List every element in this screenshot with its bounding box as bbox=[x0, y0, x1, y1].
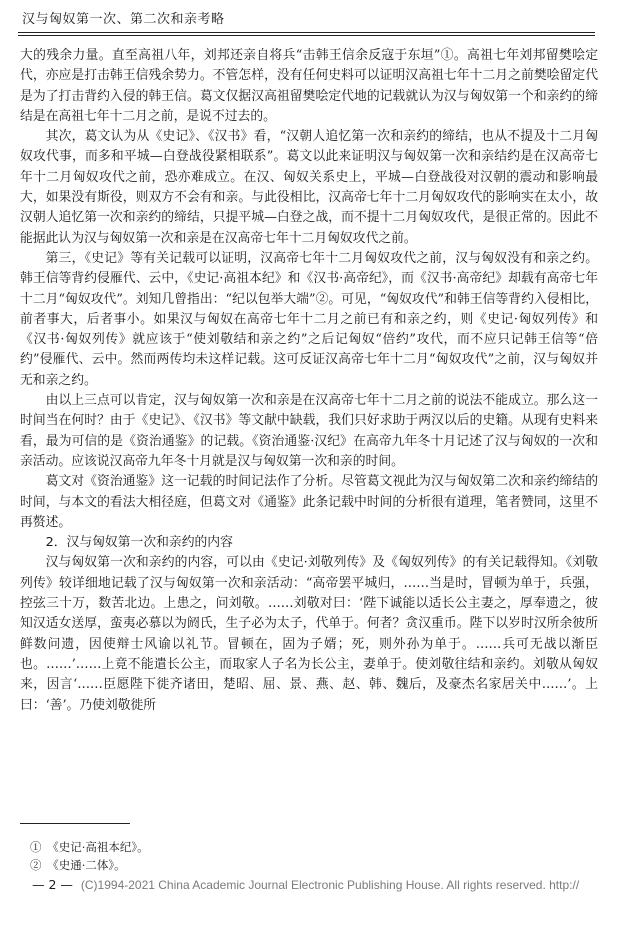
body-paragraph-3: 第三，《史记》等有关记载可以证明，汉高帝七年十二月匈奴攻代之前，汉与匈奴没有和亲之约。韩王信等背约侵雁代、云中，《史记·高祖本纪》和《汉书·高帝纪》，而《汉书·高帝纪》却载有高帝七年十二月“匈奴攻代”。刘知几曾指出：“纪以包举大端”②。可见，“匈奴攻代”和韩王信等背约入侵相比，前者事大，后者事小。如果汉与匈奴在高帝七年十二月之前已有和亲之约，则《史记·匈奴列传》和《汉书·匈奴列传》就应该于“使刘敬结和亲之约”之后记匈奴“倍约”攻代，而不应只记韩王信等“倍约”侵雁代、云中。然而两传均未这样记载。这可反证汉高帝七年十二月“匈奴攻代”之前，汉与匈奴并无和亲之约。 bbox=[20, 250, 598, 388]
footnote-2: ② 《史通·二体》。 bbox=[30, 858, 126, 872]
footnote-divider bbox=[20, 823, 130, 824]
page-number: — 2 — bbox=[32, 877, 73, 892]
body-paragraph-1: 大的残余力量。直至高祖八年，刘邦还亲自将兵“击韩王信余反寇于东垣”①。高祖七年刘邦留樊哙定代，亦应是打击韩王信残余势力。不管怎样，没有任何史料可以证明汉高祖七年十二月之前樊哙留定代是为了打击背约入侵的韩王信。葛文仅据汉高祖留樊哙定代地的记载就认为汉与匈奴第一个和亲约的缔结是在高祖七年十二月之前，是说不过去的。 bbox=[20, 48, 598, 124]
footnote-1: ① 《史记·高祖本纪》。 bbox=[30, 840, 149, 854]
copyright-watermark: (C)1994-2021 China Academic Journal Electronic Publishing House. All rights reserved. http:// bbox=[80, 878, 580, 892]
header-rule-thick bbox=[18, 32, 595, 33]
section-heading: 2．汉与匈奴第一次和亲约的内容 bbox=[45, 535, 233, 551]
article-body bbox=[20, 46, 598, 716]
body-paragraph-2: 其次，葛文认为从《史记》、《汉书》看，“汉朝人追忆第一次和亲约的缔结，也从不提及十二月匈奴攻代事，而多和平城—白登战役紧相联系”。葛文以此来证明汉与匈奴第一次和亲结约是在汉高帝七年十二月匈奴攻代之前，恐亦难成立。在汉、匈奴关系史上，平城—白登战役对汉朝的震动和影响最大，如果没有斯役，则双方不会有和亲。与此役相比，汉高帝七年十二月匈奴攻代的影响实在太小，故汉朝人追忆第一次和亲约的缔结，只提平城—白登之战，而不提十二月匈奴攻代，是很正常的。因此不能据此认为汉与匈奴第一次和亲是在汉高帝七年十二月匈奴攻代之前。 bbox=[20, 129, 598, 246]
footnotes bbox=[30, 838, 149, 874]
body-paragraph-6: 汉与匈奴第一次和亲约的内容，可以由《史记·刘敬列传》及《匈奴列传》的有关记载得知。《刘敬列传》较详细地记载了汉与匈奴第一次和亲活动：“高帝罢平城归，……当是时，冒顿为单于，兵强，控弦三十万，数苦北边。上患之，问刘敬。……刘敬对曰：‘陛下诚能以适长公主妻之，厚奉遗之，彼知汉适女送厚，蛮夷必慕以为阏氏，生子必为太子，代单于。何者？贪汉重币。陛下以岁时汉所余彼所鲜数问遗，因使辩士风谕以礼节。冒顿在，固为子婿；死，则外孙为单于。……兵可无战以渐臣也。……’……上竟不能遣长公主，而取家人子名为长公主，妻单于。使刘敬往结和亲约。刘敬从匈奴来，因言‘……臣愿陛下徙齐诸田，楚昭、屈、景、燕、赵、韩、魏后，及豪杰名家居关中……’。上曰：‘善’。乃使刘敬徙所 bbox=[20, 555, 598, 713]
body-paragraph-4: 由以上三点可以肯定，汉与匈奴第一次和亲是在汉高帝七年十二月之前的说法不能成立。那么这一时间当在何时？由于《史记》、《汉书》等文献中缺载，我们只好求助于两汉以后的史籍。从现有史料来看，最为可信的是《资治通鉴》的记载。《资治通鉴·汉纪》在高帝九年冬十月记述了汉与匈奴的一次和亲活动。应该说汉高帝九年冬十月就是汉与匈奴第一次和亲的时间。 bbox=[20, 393, 598, 469]
page-footer bbox=[32, 877, 612, 892]
body-paragraph-5: 葛文对《资治通鉴》这一记载的时间记法作了分析。尽管葛文视此为汉与匈奴第二次和亲约缔结的时间，与本文的看法大相径庭，但葛文对《通鉴》此条记载中时间的分析很有道理，笔者赞同，这里不再赘述。 bbox=[20, 474, 598, 530]
running-header: 汉与匈奴第一次、第二次和亲考略 bbox=[22, 12, 225, 27]
header-rule-thin bbox=[18, 35, 595, 36]
